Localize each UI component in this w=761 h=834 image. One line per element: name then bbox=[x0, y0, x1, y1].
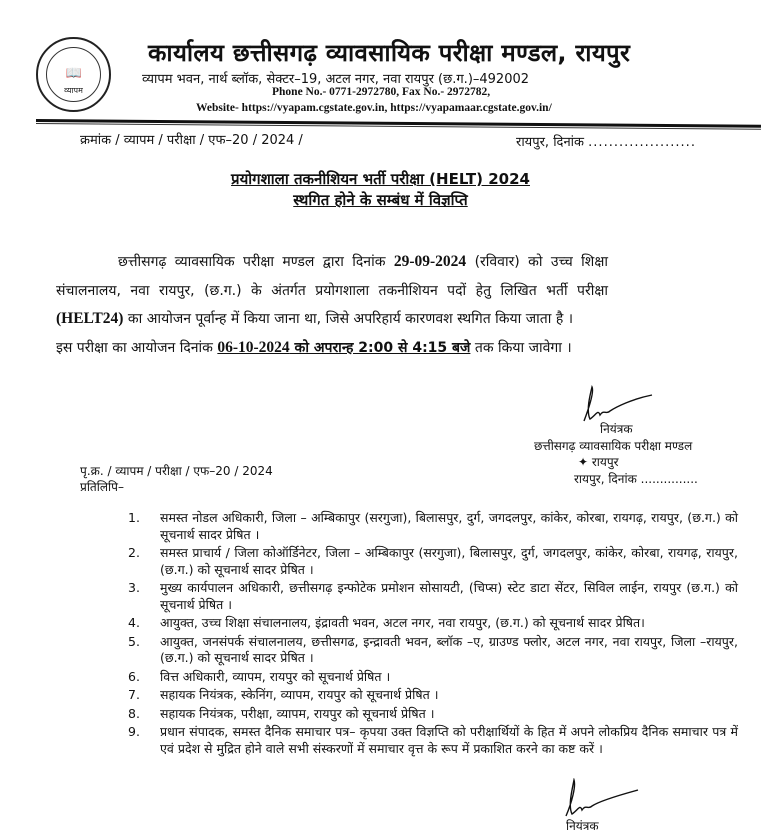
copy-recipients-list bbox=[128, 510, 738, 759]
original-exam-date: 29-09-2024 bbox=[393, 253, 467, 270]
list-item-text: समस्त नोडल अधिकारी, जिला – अम्बिकापुर (सरगुजा), बिलासपुर, दुर्ग, जगदलपुर, कांकेर, कोरबा, रायगढ़, रायपुर, (छ.ग.) को सूचनार्थ सादर प्रेषित । bbox=[160, 510, 738, 542]
list-item bbox=[128, 545, 738, 578]
list-item-number: 6. bbox=[128, 668, 140, 684]
list-item-number: 9. bbox=[128, 724, 140, 739]
list-item bbox=[128, 669, 738, 686]
body-text: तक किया जावेगा । bbox=[470, 339, 572, 356]
notice-heading-line2: स्थगित होने के सम्बंध में विज्ञप्ति bbox=[293, 191, 468, 209]
vyapam-logo bbox=[36, 37, 111, 112]
list-item-number: 8. bbox=[128, 705, 140, 721]
list-item-text: आयुक्त, उच्च शिक्षा संचालनालय, इंद्रावती भवन, अटल नगर, नवा रायपुर, (छ.ग.) को सूचनार्थ सादर प्रेषित। bbox=[160, 615, 645, 630]
open-book-icon: 📖 bbox=[65, 66, 83, 81]
signature-icon bbox=[560, 778, 640, 820]
body-text: छत्तीसगढ़ व्यावसायिक परीक्षा मण्डल द्वारा दिनांक bbox=[118, 254, 394, 270]
list-item-number: 2. bbox=[128, 545, 140, 560]
new-exam-date: 06-10-2024 bbox=[217, 338, 290, 356]
list-item-number: 7. bbox=[128, 687, 140, 702]
list-item-text: मुख्य कार्यपालन अधिकारी, छत्तीसगढ़ इन्फोटेक प्रमोशन सोसायटी, (चिप्स) स्टेट डाटा सेंटर, सिविल लाईन, रायपुर (छ.ग.) को सूचनार्थ प्रेषित । bbox=[160, 580, 738, 612]
logo-label: व्यापम bbox=[64, 86, 83, 95]
list-item bbox=[128, 510, 738, 543]
organization-website: Website- https://vyapam.cgstate.gov.in, https://vyapamaar.cgstate.gov.in/ bbox=[196, 102, 552, 114]
list-item-text: प्रधान संपादक, समस्त दैनिक समाचार पत्र– कृपया उक्त विज्ञप्ति को परीक्षार्थियों के हित में अपने लोकप्रिय दैनिक समाचार पत्र में एवं प्रदेश से मुद्रित होने वाले सभी संस्करणों में समाचार वृत्त के रूप में प्रकाशित करने का कष्ट करें । bbox=[160, 724, 738, 756]
place-date bbox=[516, 132, 696, 150]
date-blank: ..................... bbox=[588, 135, 696, 150]
organization-title: कार्यालय छत्तीसगढ़ व्यावसायिक परीक्षा मण्डल, रायपुर bbox=[148, 39, 631, 67]
exam-code: (HELT24) bbox=[56, 310, 124, 327]
list-item bbox=[128, 634, 738, 667]
organization-phone: Phone No.- 0771-2972780, Fax No.- 2972782, bbox=[272, 86, 491, 98]
body-text: का आयोजन पूर्वान्ह में किया जाना था, जिसे अपरिहार्य कारणवश स्थगित किया जाता है । bbox=[123, 311, 574, 327]
list-item-number: 5. bbox=[128, 633, 140, 649]
signatory-title: नियंत्रक bbox=[600, 422, 633, 436]
body-text: इस परीक्षा का आयोजन दिनांक bbox=[56, 339, 218, 356]
notice-body bbox=[56, 248, 608, 362]
list-item-number: 4. bbox=[128, 615, 140, 630]
signatory-title-bottom: नियंत्रक bbox=[566, 819, 599, 833]
organization-address: व्यापम भवन, नार्थ ब्लॉक, सेक्टर–19, अटल नगर, नवा रायपुर (छ.ग.)–492002 bbox=[142, 72, 530, 87]
list-item-text: सहायक नियंत्रक, परीक्षा, व्यापम, रायपुर को सूचनार्थ प्रेषित । bbox=[160, 705, 435, 721]
list-item bbox=[128, 724, 738, 757]
signatory-date-label: रायपुर, दिनांक bbox=[574, 472, 637, 486]
list-item bbox=[128, 615, 738, 632]
new-exam-time: को अपरान्ह 2:00 से 4:15 बजे bbox=[289, 339, 471, 356]
copy-label: प्रतिलिपि– bbox=[80, 480, 124, 494]
signatory-date-blank: ............... bbox=[640, 472, 698, 486]
place-date-label: रायपुर, दिनांक bbox=[516, 135, 585, 150]
list-item bbox=[128, 580, 738, 613]
notice-heading-line1: प्रयोगशाला तकनीशियन भर्ती परीक्षा (HELT) 2024 bbox=[231, 170, 530, 188]
body-text: (रविवार) को उच्च शिक्षा संचालनालय, नवा रायपुर, (छ.ग.) के अंतर्गत प्रयोगशाला तकनीशियन पदों हेतु लिखित भर्ती परीक्षा bbox=[56, 254, 608, 299]
list-item-text: वित्त अधिकारी, व्यापम, रायपुर को सूचनार्थ प्रेषित । bbox=[160, 668, 391, 684]
list-item-text: समस्त प्राचार्य / जिला कोऑर्डिनेटर, जिला – अम्बिकापुर (सरगुजा), बिलासपुर, दुर्ग, जगदलपुर, कांकेर, कोरबा, रायगढ़, रायपुर, (छ.ग.) को सूचनार्थ सादर प्रेषित । bbox=[160, 545, 738, 577]
list-item bbox=[128, 706, 738, 723]
list-item-number: 1. bbox=[128, 510, 140, 525]
signatory-city-text: रायपुर bbox=[591, 455, 619, 469]
body-paragraph-1 bbox=[56, 248, 608, 334]
notice-heading bbox=[0, 169, 761, 189]
list-item bbox=[128, 687, 738, 704]
list-item-number: 3. bbox=[128, 580, 140, 595]
signature-icon bbox=[576, 385, 656, 425]
body-paragraph-2 bbox=[56, 334, 608, 363]
list-item-text: आयुक्त, जनसंपर्क संचालनालय, छत्तीसगढ, इन्द्रावती भवन, ब्लॉक –ए, ग्राउण्ड फ्लोर, अटल नगर, नवा रायपुर, जिला –रायपुर, (छ.ग.) को सूचनार्थ सादर प्रेषित । bbox=[160, 633, 738, 665]
signatory-organization: छत्तीसगढ़ व्यावसायिक परीक्षा मण्डल bbox=[534, 439, 693, 453]
notice-subheading bbox=[0, 190, 761, 210]
list-item-text: सहायक नियंत्रक, स्केनिंग, व्यापम, रायपुर को सूचनार्थ प्रेषित । bbox=[160, 687, 439, 702]
signatory-date bbox=[574, 470, 698, 487]
signatory-city: ✦ रायपुर bbox=[578, 455, 619, 469]
copy-reference-number: पृ.क्र. / व्यापम / परीक्षा / एफ–20 / 2024 bbox=[80, 464, 273, 478]
reference-number: क्रमांक / व्यापम / परीक्षा / एफ–20 / 2024 / bbox=[80, 133, 303, 148]
